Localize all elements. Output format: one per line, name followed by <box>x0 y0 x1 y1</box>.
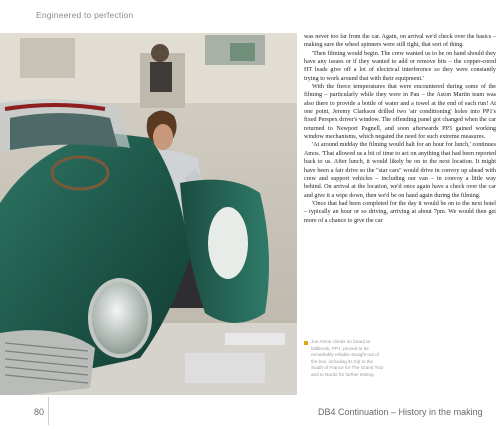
paragraph: 'Then filming would begin. The crew wanted us to be on hand should they have any issues or if they wanted to add or remove bits – the copper-cored HT leads give off a lot of electrical interference so they were constantly trying to work around that with their equipment.' <box>304 50 496 82</box>
photo-mechanic-with-car <box>0 33 297 395</box>
caption-text: Joe Amos climbs on board at Millbrook, PP1, proved to be remarkably reliable straight out of the box, including its trip to the South of France for The Grand Tour and to Nardo for further testing. <box>311 339 384 377</box>
article-body <box>304 33 496 225</box>
page-number: 80 <box>34 407 45 417</box>
running-head: Engineered to perfection <box>36 10 134 20</box>
paragraph: 'At around midday the filming would halt for an hour for lunch,' continues Amos. 'That allowed us a bit of time to act on anything that had been reported back to us. After lunch, it would likely be on to the next location. It might have been a fair drive so the "star cars" would drive in convoy up ahead with crew and support vehicles – including our van – in convoy a little way behind. On arrival at the location, we'd once again have a check over the car and give it a wipe down, then we'd be on hand again during the filming. <box>304 142 496 199</box>
photograph-illustration <box>0 33 297 395</box>
paragraph: With the fierce temperatures that were encountered during some of the filming – particularly while they were in Pau – the Aston Martin team was also there to provide a bottle of water and a towel at the end of each run! At one point, Jeremy Clarkson drilled two 'air conditioning' holes into PP1's fixed Perspex driver's window. The offending panel got changed when the car returned to Newport Pagnell, and soon afterwards PP3 gained working window mechanisms, which negated the need for such extreme measures. <box>304 84 496 141</box>
footer-divider <box>48 397 49 425</box>
paragraph: was never too far from the car. Again, on arrival we'd check over the basics – making sure the wheel spinners were still tight, that sort of thing. <box>304 34 496 49</box>
footer-title: DB4 Continuation – History in the making <box>318 407 483 417</box>
photo-caption <box>304 339 386 378</box>
paragraph: 'Once that had been completed for the day it would be on to the next hotel – typically an hour or so driving, arriving at about 7pm. We would then get more of a chance to give the car <box>304 200 496 224</box>
